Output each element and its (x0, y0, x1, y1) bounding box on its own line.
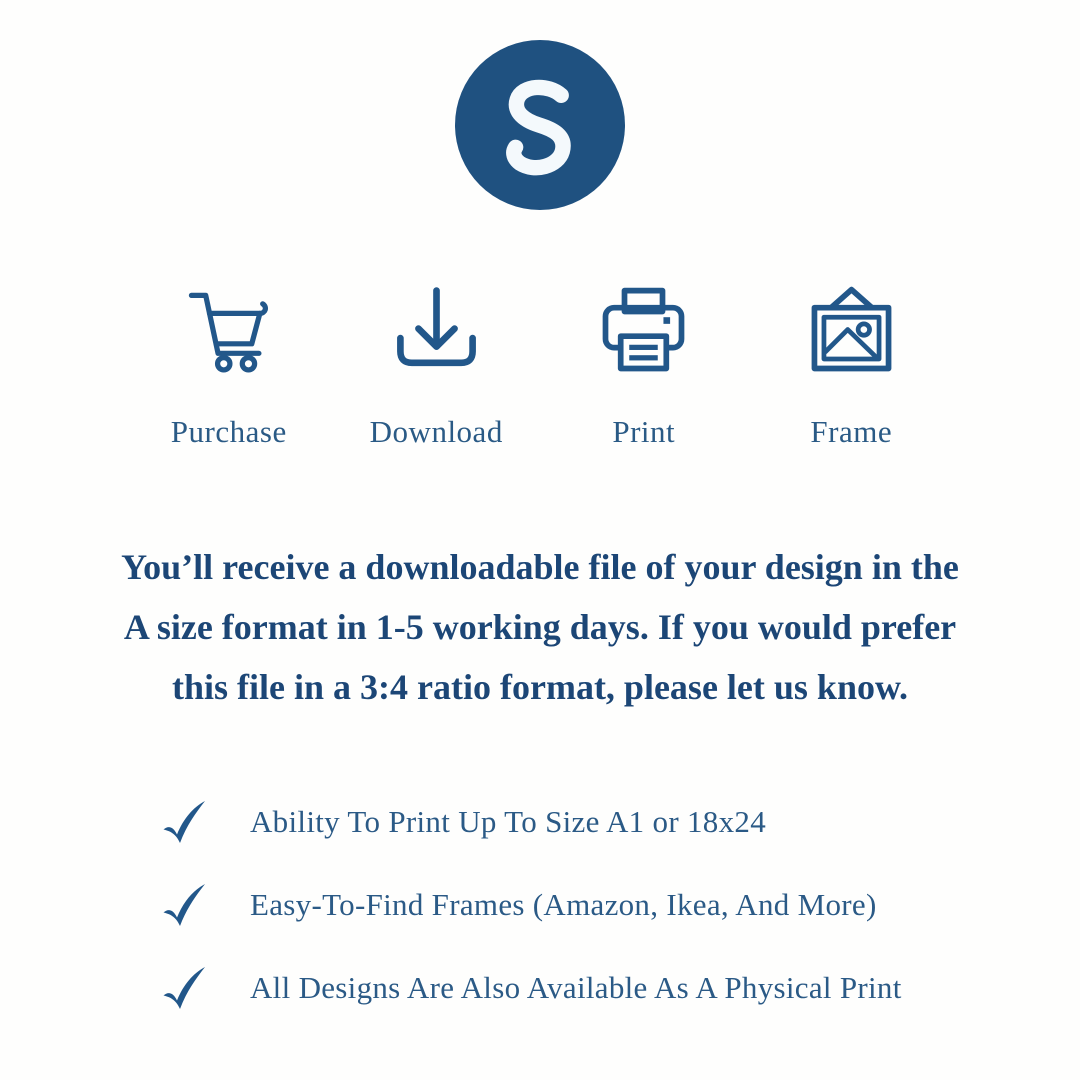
checklist-item-text: Easy-To-Find Frames (Amazon, Ikea, And More) (250, 887, 877, 922)
feature-checklist (160, 797, 902, 1046)
logo-s-icon (487, 69, 593, 181)
description-line: A size format in 1-5 working days. If you would prefer (123, 607, 957, 647)
step-label-purchase: Purchase (170, 414, 287, 449)
step-label-frame: Frame (810, 414, 893, 449)
checkmark-icon (160, 799, 210, 845)
step-frame (748, 283, 956, 450)
checkmark-icon (160, 965, 210, 1011)
checklist-item-text: Ability To Print Up To Size A1 or 18x24 (250, 804, 767, 839)
picture-frame-icon (804, 283, 899, 378)
shop-logo (455, 40, 625, 210)
step-print (540, 283, 748, 450)
checklist-item (160, 963, 902, 1013)
checklist-item-text: All Designs Are Also Available As A Physical Print (250, 970, 902, 1005)
download-icon (389, 283, 484, 378)
shopping-cart-icon (181, 283, 276, 378)
description-line: You’ll receive a downloadable file of your design in the (121, 547, 959, 587)
checklist-item (160, 880, 902, 930)
description-line: this file in a 3:4 ratio format, please let us know. (172, 667, 908, 707)
description-paragraph (0, 537, 1080, 717)
step-download (333, 283, 541, 450)
step-label-print: Print (612, 414, 676, 449)
checklist-item (160, 797, 902, 847)
printer-icon (596, 283, 691, 378)
step-label-download: Download (369, 414, 503, 449)
steps-row (125, 283, 955, 450)
checkmark-icon (160, 882, 210, 928)
step-purchase (125, 283, 333, 450)
